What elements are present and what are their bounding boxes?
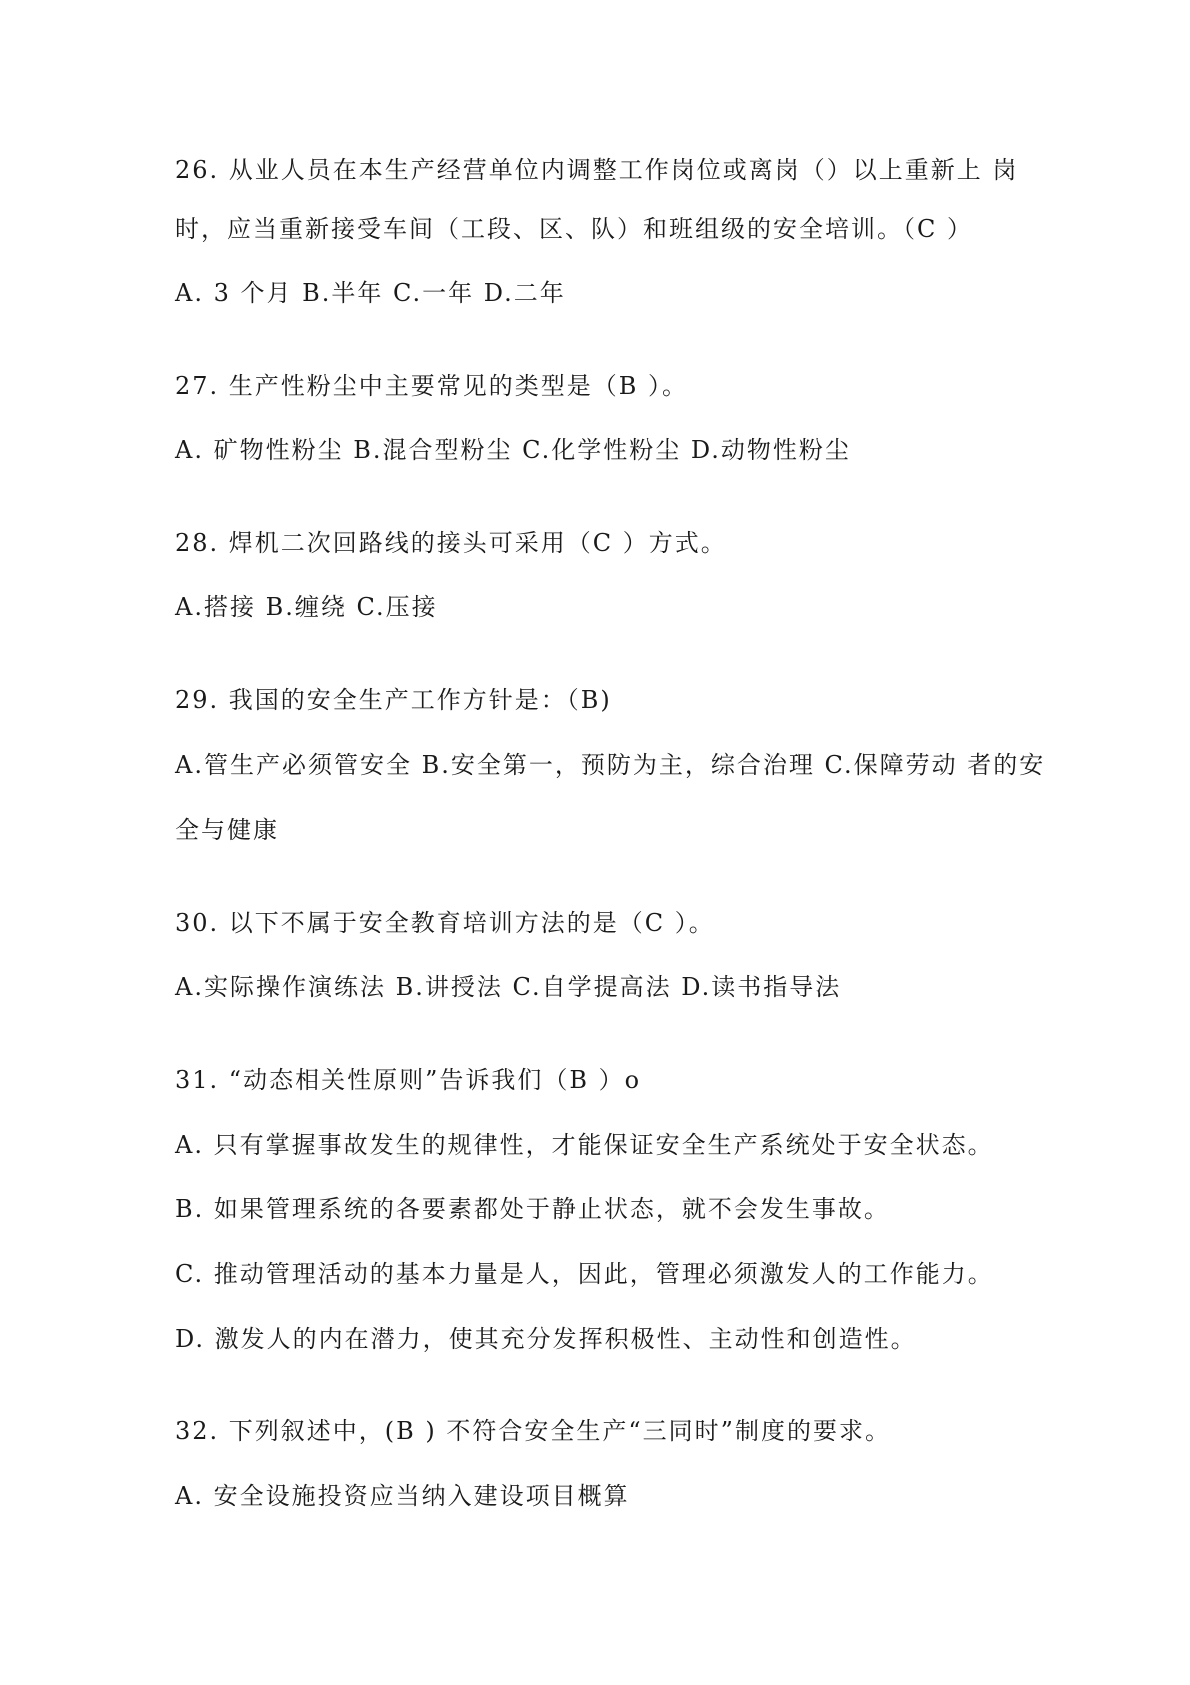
question-26-text: 26. 从业人员在本生产经营单位内调整工作岗位或离岗（）以上重新上 岗 [175, 156, 1019, 184]
question-31-option-a: A. 只有掌握事故发生的规律性，才能保证安全生产系统处于安全状态。 [175, 1131, 994, 1159]
question-30-text: 30. 以下不属于安全教育培训方法的是（C ）。 [175, 909, 715, 937]
question-27-options: A. 矿物性粉尘 B.混合型粉尘 C.化学性粉尘 D.动物性粉尘 [175, 436, 851, 464]
question-26-options: A. 3 个月 B.半年 C.一年 D.二年 [175, 279, 566, 307]
question-27-text: 27. 生产性粉尘中主要常见的类型是（B ）。 [175, 372, 689, 400]
question-32-text: 32. 下列叙述中，(B ) 不符合安全生产“三同时”制度的要求。 [175, 1417, 891, 1445]
question-29-options: A.管生产必须管安全 B.安全第一，预防为主，综合治理 C.保障劳动 者的安 [175, 751, 1046, 779]
question-31-text: 31. “动态相关性原则”告诉我们（B ）o [175, 1066, 642, 1094]
question-31-option-d: D. 激发人的内在潜力，使其充分发挥积极性、主动性和创造性。 [175, 1325, 917, 1353]
question-30-options: A.实际操作演练法 B.讲授法 C.自学提高法 D.读书指导法 [175, 973, 842, 1001]
question-31-option-b: B. 如果管理系统的各要素都处于静止状态，就不会发生事故。 [175, 1195, 890, 1223]
question-28-text: 28. 焊机二次回路线的接头可采用（C ）方式。 [175, 529, 727, 557]
question-31-option-c: C. 推动管理活动的基本力量是人，因此，管理必须激发人的工作能力。 [175, 1260, 994, 1288]
question-28-options: A.搭接 B.缠绕 C.压接 [175, 593, 438, 621]
question-29-text: 29. 我国的安全生产工作方针是：（B) [175, 686, 612, 714]
question-26-text-continued: 时，应当重新接受车间（工段、区、队）和班组级的安全培训。（C ） [175, 215, 973, 243]
question-32-option-a: A. 安全设施投资应当纳入建设项目概算 [175, 1482, 630, 1510]
question-29-options-continued: 全与健康 [175, 816, 279, 844]
